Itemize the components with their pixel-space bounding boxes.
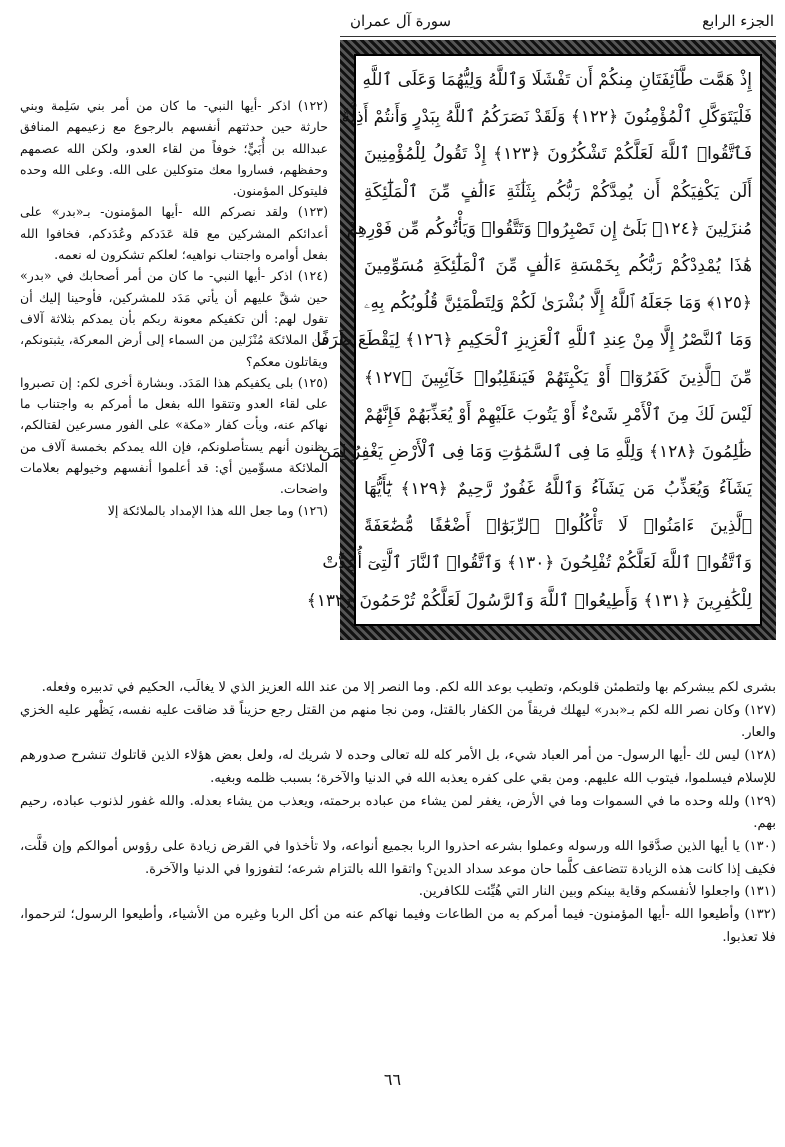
quran-line: لَيْسَ لَكَ مِنَ ٱلْأَمْرِ شَىْءٌ أَوْ يَتُوبَ عَلَيْهِمْ أَوْ يُعَذِّبَهُمْ فَإِنَّهُمْ: [364, 404, 752, 425]
quran-ornamental-frame: [306, 40, 776, 640]
commentary-paragraph: (١٢٨) ليس لك -أيها الرسول- من أمر العباد شيء، بل الأمر كله لله تعالى وحده لا شريك له، ولعل بعض هؤلاء الذين قاتلوك تنشرح صدورهم للإسلام فيسلموا، فيتوب الله عليهم. ومن بقي على كفره يعذبه الله في الدنيا والآخرة؛ بسبب ظلمه وبغيه.: [20, 748, 776, 786]
surah-title: سورة آل عمران: [350, 12, 452, 30]
quran-line: ٱلَّذِينَ ءَامَنُوا۟ لَا تَأْكُلُوا۟ ٱلرِّبَوٰٓا۟ أَضْعَٰفًا مُّضَٰعَفَةً: [364, 516, 752, 537]
commentary-column: [20, 95, 328, 521]
quran-line: ظَٰلِمُونَ ﴿١٢٨﴾ وَلِلَّهِ مَا فِى ٱلسَّمَٰوَٰتِ وَمَا فِى ٱلْأَرْضِ يَغْفِرُ لِمَن: [318, 441, 752, 462]
quran-line: فَلْيَتَوَكَّلِ ٱلْمُؤْمِنُونَ ﴿١٢٢﴾ وَلَقَدْ نَصَرَكُمُ ٱللَّهُ بِبَدْرٍ وَأَنتُمْ أَذِلَّةٌ: [341, 107, 752, 128]
quran-line: وَمَا ٱلنَّصْرُ إِلَّا مِنْ عِندِ ٱللَّهِ ٱلْعَزِيزِ ٱلْحَكِيمِ ﴿١٢٦﴾ لِيَقْطَعَ طَرَفًا: [316, 330, 752, 351]
quran-verses: [306, 62, 752, 618]
commentary-paragraph: (١٢٢) اذكر -أيها النبي- ما كان من أمر بني سَلِمة وبني حارثة حين حدثتهم أنفسهم بالرجوع مع زعيمهم المنافق عبدالله بن أُبَيٍّ؛ خوفاً من لقاء العدو، ولكن الله عصمهم وحفظهم، فساروا معك متوكلين على الله. وعلى الله وحده فليتوكل المؤمنون.: [20, 98, 328, 199]
quran-line: إِذْ هَمَّت طَّآئِفَتَانِ مِنكُمْ أَن تَفْشَلَا وَٱللَّهُ وَلِيُّهُمَا وَعَلَى ٱللَّهِ: [362, 70, 752, 90]
quran-line: لِلْكَٰفِرِينَ ﴿١٣١﴾ وَأَطِيعُوا۟ ٱللَّهَ وَٱلرَّسُولَ لَعَلَّكُمْ تُرْحَمُونَ ﴿١٣٢﴾: [306, 590, 752, 611]
commentary-paragraph: (١٢٣) ولقد نصركم الله -أيها المؤمنون- بـ«بدر» على أعدائكم المشركين مع قلة عَدَدكم وعُدَدكم، فخافوا الله بفعل أوامره واجتناب نواهيه؛ لعلكم تشكرون له نعمه.: [20, 204, 328, 263]
commentary-body: [20, 677, 776, 949]
quran-line: مُنزَلِينَ ﴿١٢٤﴾ بَلَىٰٓ إِن تَصْبِرُوا۟ وَتَتَّقُوا۟ وَيَأْتُوكُم مِّن فَوْرِهِمْ: [346, 218, 752, 239]
commentary-paragraph: بشرى لكم يبشركم بها ولتطمئن قلوبكم، وتطيب بوعد الله لكم. وما النصر إلا من عند الله العزيز الذي لا يغالَب، الحكيم في تدبيره وفعله.: [41, 680, 776, 695]
commentary-paragraph: (١٣٠) يا أيها الذين صدَّقوا الله ورسوله وعملوا بشرعه احذروا الربا بجميع أنواعه، ولا تأخذوا في القرض زيادة على رؤوس أموالكم وإن قلَّت، فكيف إذا كانت هذه الزيادة تتضاعف كلَّما حان موعد سداد الدين؟ واتقوا الله بالتزام شرعه؛ لتفوزوا في الدنيا والآخرة.: [20, 838, 776, 877]
quran-line: يَشَآءُ وَيُعَذِّبُ مَن يَشَآءُ وَٱللَّهُ غَفُورٌ رَّحِيمٌ ﴿١٢٩﴾ يَٰٓأَيُّهَا: [364, 479, 752, 500]
page-header: [336, 10, 776, 36]
header-divider: [340, 36, 776, 37]
commentary-paragraph: (١٢٩) ولله وحده ما في السموات وما في الأرض، يغفر لمن يشاء من عباده برحمته، ويعذب من يشاء بعدله. والله غفور لذنوب عباده، رحيم بهم.: [20, 793, 776, 832]
juz-title: الجزء الرابع: [702, 12, 774, 30]
commentary-paragraph: (١٢٧) وكان نصر الله لكم بـ«بدر» ليهلك فريقاً من الكفار بالقتل، ومن نجا منهم من القتل رجع حزيناً قد ضاقت عليه نفسه، يَظْهر عليه الخزي والعار.: [20, 702, 776, 741]
commentary-paragraph: (١٢٤) اذكر -أيها النبي- ما كان من أمر أصحابك في «بدر» حين شقَّ عليهم أن يأتي مَدَد للمشركين، فأوحينا إليك أن تقول لهم: ألن تكفيكم معونة ربكم بأن يمدكم بثلاثة آلاف من الملائكة مُنْزَلين من السماء إلى أرض المعركة، يثبتونكم، ويقاتلون معكم؟: [20, 268, 328, 369]
quran-line: وَٱتَّقُوا۟ ٱللَّهَ لَعَلَّكُمْ تُفْلِحُونَ ﴿١٣٠﴾ وَٱتَّقُوا۟ ٱلنَّارَ ٱلَّتِىٓ أُعِدَّتْ: [322, 553, 752, 574]
page-number: ٦٦: [383, 1070, 402, 1089]
quran-text-panel: [306, 54, 762, 626]
quran-line: ﴿١٢٥﴾ وَمَا جَعَلَهُ ٱللَّهُ إِلَّا بُشْرَىٰ لَكُمْ وَلِتَطْمَئِنَّ قُلُوبُكُم بِهِۦ: [364, 293, 752, 314]
commentary-paragraph: (١٣٢) وأطيعوا الله -أيها المؤمنون- فيما أمركم به من الطاعات وفيما نهاكم عنه من أكل الربا وغيره من الأشياء، وأطيعوا الرسول؛ لترحموا، فلا تعذبوا.: [20, 907, 776, 945]
commentary-paragraph: (١٢٦) وما جعل الله هذا الإمداد بالملائكة إلا: [107, 502, 328, 518]
quran-line: مِّنَ ٱلَّذِينَ كَفَرُوٓا۟ أَوْ يَكْبِتَهُمْ فَيَنقَلِبُوا۟ خَآئِبِينَ ﴿١٢٧﴾: [364, 367, 752, 388]
quran-line: فَٱتَّقُوا۟ ٱللَّهَ لَعَلَّكُمْ تَشْكُرُونَ ﴿١٢٣﴾ إِذْ تَقُولُ لِلْمُؤْمِنِينَ: [364, 144, 752, 165]
commentary-paragraph: (١٢٥) بلى يكفيكم هذا المَدَد. وبشارة أخرى لكم: إن تصبروا على لقاء العدو وتتقوا الله بفعل ما أمركم به واجتناب ما نهاكم عنه، ويأت كفار «مكة» على الفور مسرعين لقتالكم، يظنون أنهم يستأصلونكم، فإن الله يمدكم بخمسة آلاف من الملائكة مسوِّمين أي: قد أعلموا أنفسهم وخيولهم بعلامات واضحات.: [20, 374, 328, 497]
quran-line: هَٰذَا يُمْدِدْكُمْ رَبُّكُم بِخَمْسَةِ ءَالَٰفٍ مِّنَ ٱلْمَلَٰٓئِكَةِ مُسَوِّمِينَ: [364, 255, 752, 276]
commentary-paragraph: (١٣١) واجعلوا لأنفسكم وقاية بينكم وبين النار التي هُيِّئت للكافرين.: [418, 884, 776, 900]
quran-line: أَلَن يَكْفِيَكُمْ أَن يُمِدَّكُمْ رَبُّكُم بِثَلَٰثَةِ ءَالَٰفٍ مِّنَ ٱلْمَلَٰٓئِكَةِ: [364, 181, 752, 202]
